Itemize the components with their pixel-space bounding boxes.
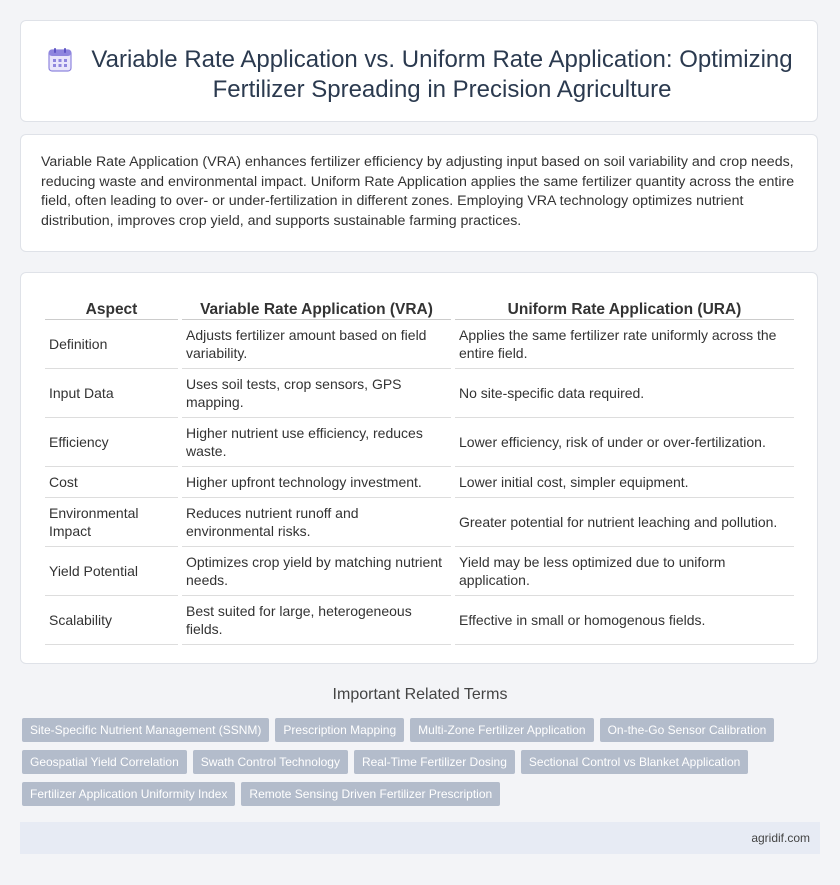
intro-card: [20, 134, 818, 252]
calendar-icon: [47, 47, 73, 73]
row-aspect: Environmental Impact: [45, 498, 178, 547]
table-row: [45, 418, 794, 467]
comparison-table-card: [20, 272, 818, 664]
header-ura: Uniform Rate Application (URA): [455, 295, 794, 320]
row-ura: Applies the same fertilizer rate uniformly across the entire field.: [455, 320, 794, 369]
table-row: [45, 369, 794, 418]
related-term-tag[interactable]: Sectional Control vs Blanket Application: [521, 750, 748, 774]
row-vra: Higher upfront technology investment.: [182, 467, 451, 498]
table-row: [45, 320, 794, 369]
row-ura: Effective in small or homogenous fields.: [455, 596, 794, 645]
related-term-tag[interactable]: Remote Sensing Driven Fertilizer Prescription: [241, 782, 500, 806]
row-ura: Yield may be less optimized due to uniform application.: [455, 547, 794, 596]
row-vra: Uses soil tests, crop sensors, GPS mapping.: [182, 369, 451, 418]
related-term-tag[interactable]: Prescription Mapping: [275, 718, 404, 742]
row-aspect: Definition: [45, 320, 178, 369]
comparison-table: [41, 295, 798, 645]
related-term-tag[interactable]: Geospatial Yield Correlation: [22, 750, 187, 774]
row-aspect: Input Data: [45, 369, 178, 418]
table-row: [45, 547, 794, 596]
related-term-tag[interactable]: On-the-Go Sensor Calibration: [600, 718, 775, 742]
related-terms-list: [22, 718, 812, 806]
row-ura: Greater potential for nutrient leaching and pollution.: [455, 498, 794, 547]
row-vra: Best suited for large, heterogeneous fields.: [182, 596, 451, 645]
footer-bar: [20, 822, 820, 854]
title-card: [20, 20, 818, 122]
intro-paragraph: Variable Rate Application (VRA) enhances fertilizer efficiency by adjusting input based on soil variability and crop needs, reducing waste and environmental impact. Uniform Rate Application applies the same fertilizer quantity across the entire field, often leading to over- or under-fertilization in different zones. Employing VRA technology optimizes nutrient distribution, improves crop yield, and supports sustainable farming practices.: [41, 154, 795, 229]
footer-site-link[interactable]: agridif.com: [751, 831, 810, 845]
row-aspect: Scalability: [45, 596, 178, 645]
row-aspect: Yield Potential: [45, 547, 178, 596]
row-aspect: Efficiency: [45, 418, 178, 467]
table-row: [45, 596, 794, 645]
table-header-row: [45, 295, 794, 320]
row-ura: No site-specific data required.: [455, 369, 794, 418]
related-term-tag[interactable]: Fertilizer Application Uniformity Index: [22, 782, 235, 806]
related-term-tag[interactable]: Swath Control Technology: [193, 750, 348, 774]
row-ura: Lower initial cost, simpler equipment.: [455, 467, 794, 498]
page-title: Variable Rate Application vs. Uniform Rate Application: Optimizing Fertilizer Spreading in Precision Agriculture: [91, 46, 793, 103]
row-vra: Higher nutrient use efficiency, reduces waste.: [182, 418, 451, 467]
row-vra: Optimizes crop yield by matching nutrient needs.: [182, 547, 451, 596]
related-term-tag[interactable]: Real-Time Fertilizer Dosing: [354, 750, 515, 774]
row-vra: Reduces nutrient runoff and environmental risks.: [182, 498, 451, 547]
header-aspect: Aspect: [45, 295, 178, 320]
related-term-tag[interactable]: Site-Specific Nutrient Management (SSNM): [22, 718, 269, 742]
table-row: [45, 467, 794, 498]
row-vra: Adjusts fertilizer amount based on field variability.: [182, 320, 451, 369]
table-row: [45, 498, 794, 547]
row-ura: Lower efficiency, risk of under or over-fertilization.: [455, 418, 794, 467]
related-term-tag[interactable]: Multi-Zone Fertilizer Application: [410, 718, 593, 742]
related-terms-title: Important Related Terms: [332, 686, 508, 703]
row-aspect: Cost: [45, 467, 178, 498]
header-vra: Variable Rate Application (VRA): [182, 295, 451, 320]
